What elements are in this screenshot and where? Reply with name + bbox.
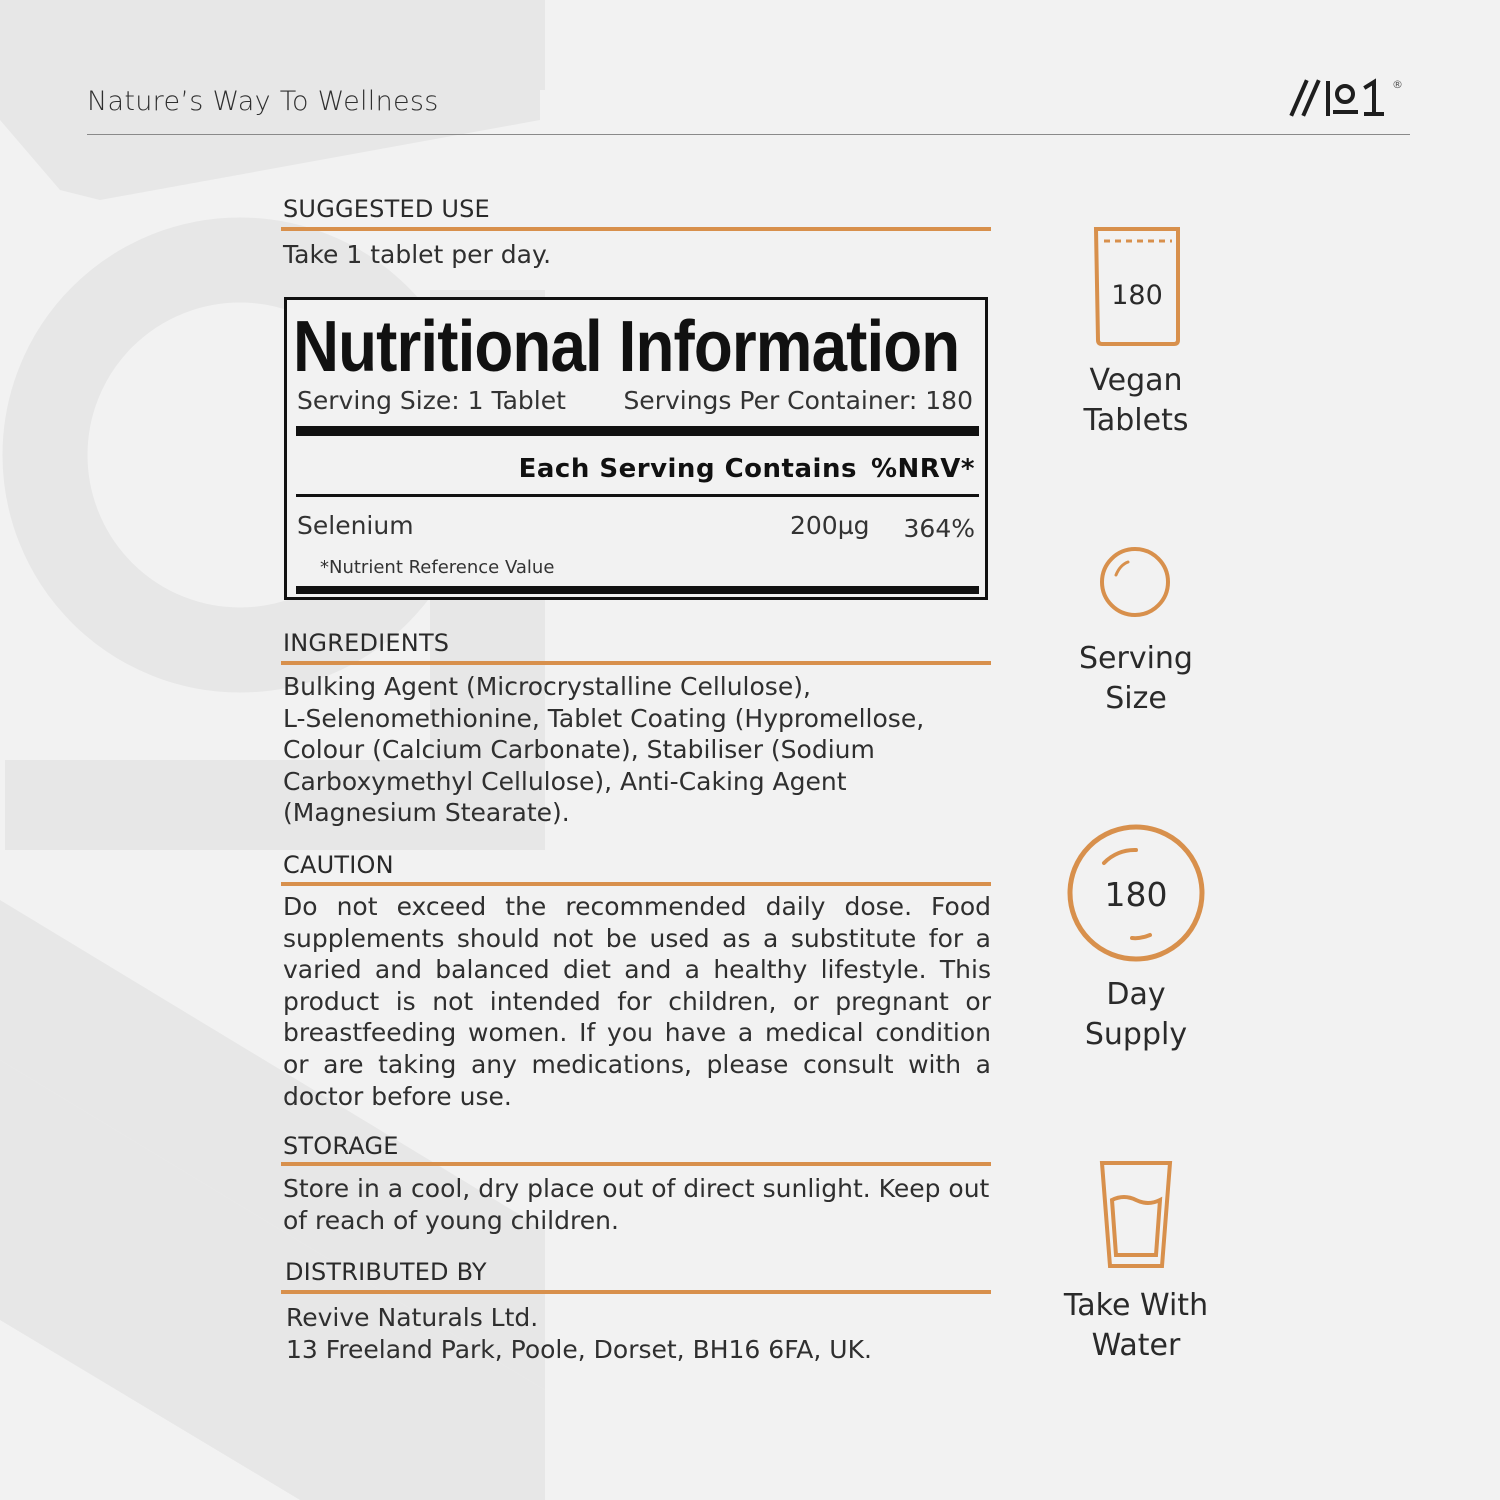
ingredients-line: Carboxymethyl Cellulose), Anti-Caking Agent [283,766,847,796]
caution-divider [281,882,991,886]
feature-take-with-water [1016,1286,1256,1366]
caution-text: Do not exceed the recommended daily dose. Food supplements should not be used as a substitute for a varied and balanced diet and a healthy lifestyle. This product is not intended for children, or pregnant or breastfeeding women. If you have a medical condition or are taking any medications, please consult with a doctor before use. [283,892,991,1111]
ingredients-line: (Magnesium Stearate). [283,798,570,828]
serving-size: Serving Size: 1 Tablet [297,386,566,415]
ingredients-title: INGREDIENTS [283,629,450,657]
distributor-street: 13 Freeland Park, Poole, Dorset, BH16 6FA, UK. [286,1334,872,1364]
nutrient-amount: 200µg [790,511,870,540]
ingredients-line: L-Selenomethionine, Tablet Coating (Hypromellose, [283,703,925,733]
nrv-footnote: *Nutrient Reference Value [320,557,555,578]
brand-logo-icon [1288,74,1418,120]
ingredients-line: Bulking Agent (Microcrystalline Cellulose), [283,672,811,701]
feature-serving-size [1016,639,1256,719]
suggested-use-title: SUGGESTED USE [283,195,490,223]
feature-label-line: Tablets [1083,403,1189,438]
nutrition-title: Nutritional Information [293,307,960,387]
nutrition-header-row [505,454,975,484]
suggested-use-text: Take 1 tablet per day. [283,240,552,269]
water-glass-icon [1098,1160,1174,1274]
col-nrv: %NRV* [870,454,975,484]
calendar-dial-icon [1066,823,1206,967]
ingredients-divider [281,661,991,665]
ingredients-line: Colour (Calcium Carbonate), Stabiliser (Sodium [283,735,875,765]
nutrition-thin-bar [296,494,979,497]
nutrition-panel [284,297,988,600]
storage-title: STORAGE [283,1132,399,1160]
feature-label-line: Water [1091,1328,1181,1363]
header-divider [87,134,1410,135]
storage-divider [281,1162,991,1166]
feature-label-line: Day [1106,977,1166,1012]
nutrition-bottom-bar [296,586,979,594]
nutrient-name: Selenium [297,511,414,540]
feature-vegan-tablets [1016,361,1256,441]
distributor-name: Revive Naturals Ltd. [286,1303,539,1332]
header-tagline: Nature’s Way To Wellness [87,86,439,117]
feature-label-line: Take With [1063,1288,1209,1323]
tablet-icon [1098,545,1172,623]
distributor-address [286,1302,994,1365]
feature-day-supply [1016,975,1256,1055]
storage-text: Store in a cool, dry place out of direct sunlight. Keep out of reach of young children. [283,1174,990,1235]
ingredients-text [283,671,991,829]
feature-label-line: Size [1105,681,1167,716]
feature-label-line: Serving [1079,641,1193,676]
col-each-serving: Each Serving Contains [518,454,857,484]
pouch-count: 180 [1111,280,1163,311]
feature-label-line: Vegan [1089,363,1183,398]
distributed-by-divider [281,1290,991,1294]
nutrition-thick-bar [296,426,979,436]
suggested-use-divider [281,227,991,231]
distributed-by-title: DISTRIBUTED BY [285,1258,487,1286]
servings-per-container: Servings Per Container: 180 [623,386,973,415]
registered-mark: ® [1392,78,1403,91]
pouch-icon [1092,226,1184,352]
feature-label-line: Supply [1084,1017,1188,1052]
nutrient-nrv: 364% [903,514,975,543]
caution-title: CAUTION [283,851,394,879]
day-count: 180 [1104,875,1168,914]
brand-logo [1288,74,1418,124]
